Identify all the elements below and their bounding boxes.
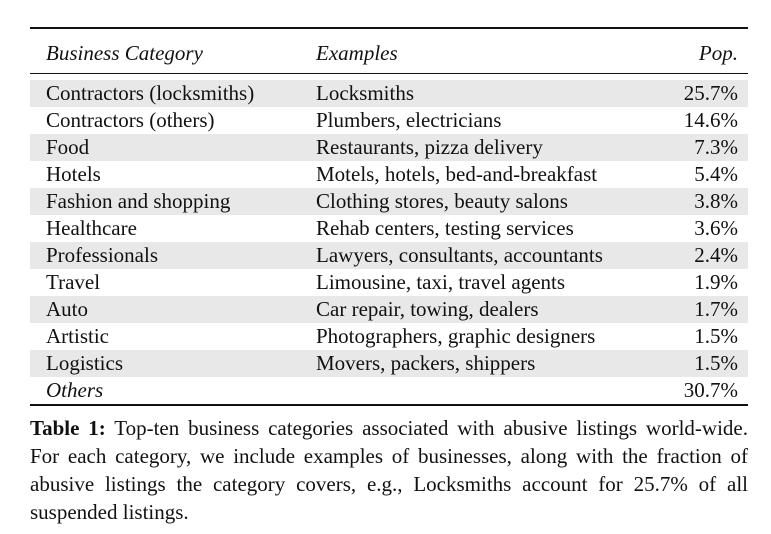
cell-category: Auto <box>30 296 316 323</box>
table-row <box>30 80 748 107</box>
cell-category: Artistic <box>46 324 109 348</box>
cell-pop: 3.8% <box>676 188 748 215</box>
cell-pop: 5.4% <box>694 162 738 186</box>
table-row <box>30 296 748 323</box>
cell-category: Travel <box>46 270 101 294</box>
cell-category: Contractors (locksmiths) <box>30 80 316 107</box>
caption-text: Top-ten business categories associated with abusive listings world-wide. For each category, we include examples of businesses, along with the fraction of abusive listings the category covers, e.g., Locksmiths account for 25.7% of all suspended listings. <box>30 416 748 524</box>
table-row <box>30 242 748 269</box>
header-examples: Examples <box>316 40 398 65</box>
business-category-table <box>30 27 748 406</box>
cell-examples: Limousine, taxi, travel agents <box>316 270 566 294</box>
cell-examples: Photographers, graphic designers <box>316 324 596 348</box>
cell-category: Professionals <box>30 242 316 269</box>
cell-category: Food <box>30 134 316 161</box>
cell-examples: Locksmiths <box>316 80 676 107</box>
cell-examples: Restaurants, pizza delivery <box>316 134 676 161</box>
cell-pop: 25.7% <box>676 80 748 107</box>
table-caption <box>30 414 748 526</box>
table-row <box>30 134 748 161</box>
table-body <box>30 74 748 406</box>
cell-pop: 30.7% <box>683 378 738 402</box>
cell-pop: 2.4% <box>676 242 748 269</box>
cell-examples: Plumbers, electricians <box>316 108 502 132</box>
cell-pop: 7.3% <box>676 134 748 161</box>
table-row <box>30 161 748 188</box>
cell-examples: Clothing stores, beauty salons <box>316 188 676 215</box>
cell-examples <box>316 377 676 405</box>
cell-category: Hotels <box>46 162 101 186</box>
cell-examples: Lawyers, consultants, accountants <box>316 242 676 269</box>
cell-examples: Car repair, towing, dealers <box>316 296 676 323</box>
table-row <box>30 188 748 215</box>
table-row <box>30 350 748 377</box>
cell-category: Others <box>46 378 104 402</box>
cell-category: Fashion and shopping <box>30 188 316 215</box>
table-row-others <box>30 377 748 405</box>
table-row <box>30 323 748 350</box>
cell-pop: 14.6% <box>683 108 738 132</box>
caption-label: Table 1: <box>30 416 106 440</box>
table-row <box>30 269 748 296</box>
header-business-category: Business Category <box>46 40 203 65</box>
cell-pop: 1.5% <box>694 324 738 348</box>
cell-category: Healthcare <box>46 216 137 240</box>
cell-pop: 1.7% <box>676 296 748 323</box>
cell-category: Contractors (others) <box>46 108 215 132</box>
cell-pop: 3.6% <box>694 216 738 240</box>
cell-examples: Movers, packers, shippers <box>316 350 676 377</box>
cell-examples: Motels, hotels, bed-and-breakfast <box>316 162 598 186</box>
cell-pop: 1.9% <box>694 270 738 294</box>
cell-pop: 1.5% <box>676 350 748 377</box>
table-row <box>30 215 748 242</box>
header-row <box>30 28 748 74</box>
table-row <box>30 107 748 134</box>
table-header <box>30 28 748 74</box>
cell-category: Logistics <box>30 350 316 377</box>
header-pop: Pop. <box>698 40 738 65</box>
business-category-table-container <box>30 27 748 406</box>
cell-examples: Rehab centers, testing services <box>316 216 574 240</box>
